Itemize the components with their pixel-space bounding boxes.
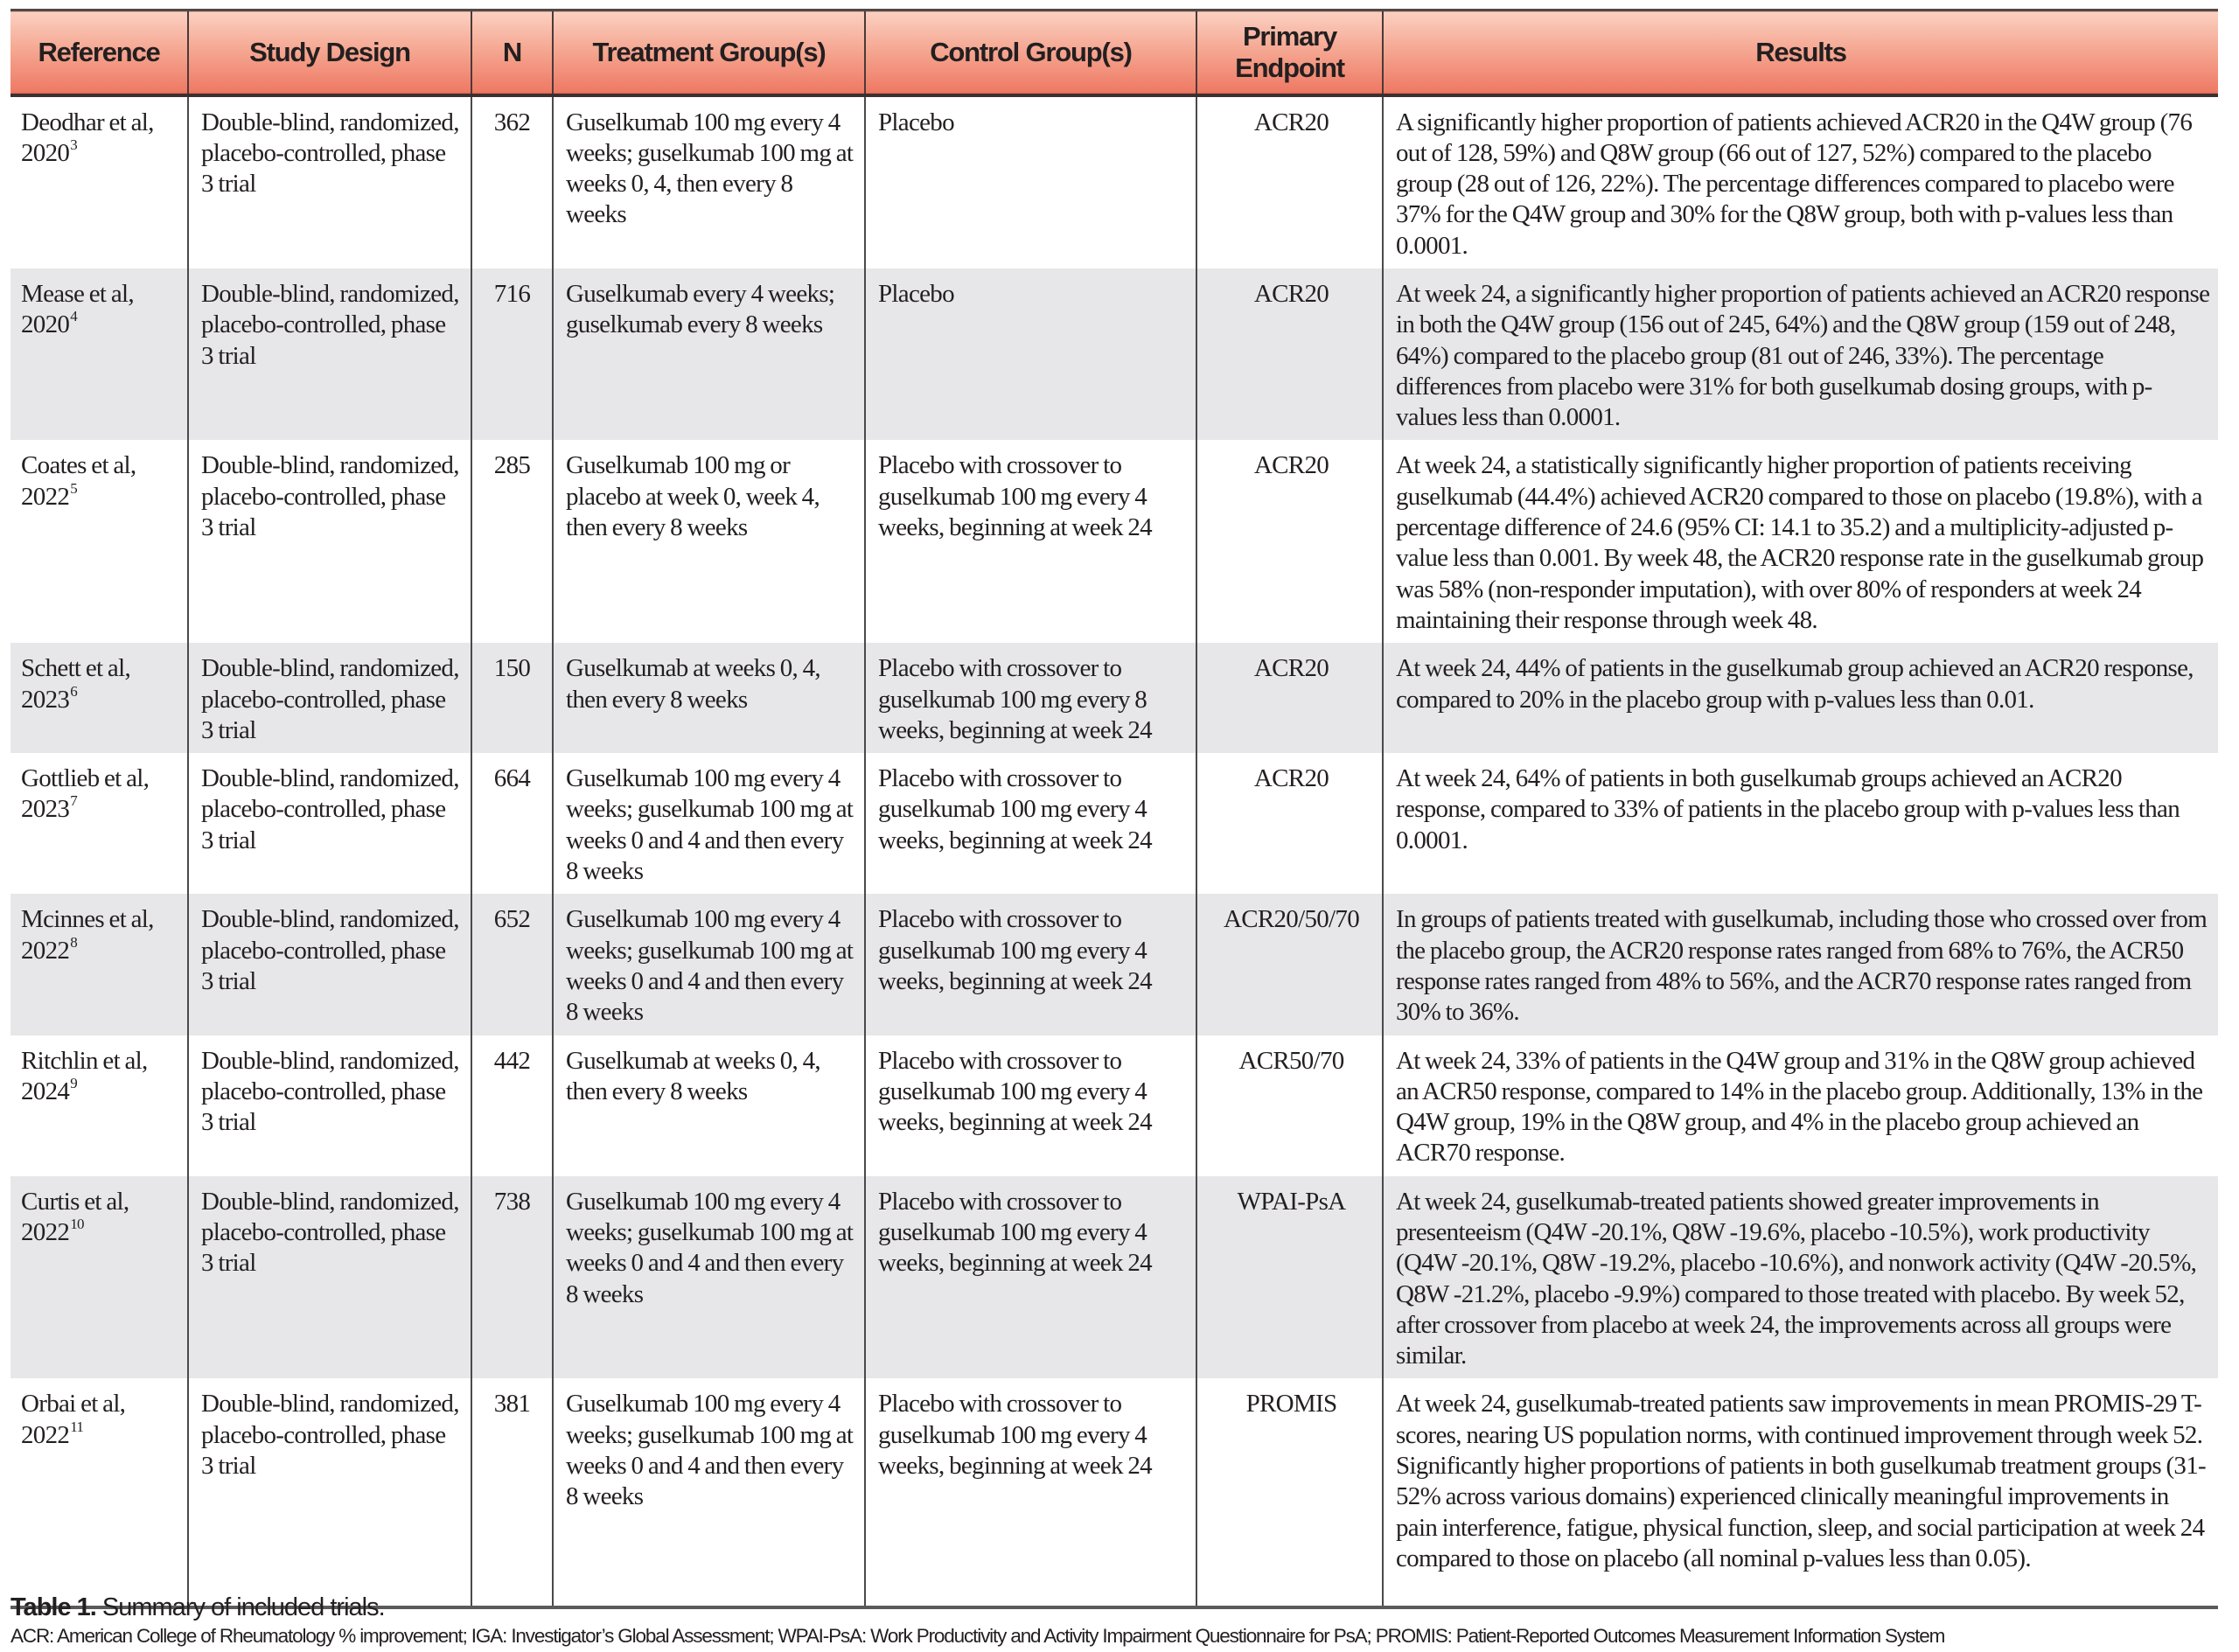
cell-primary-endpoint: ACR20 (1196, 268, 1383, 440)
cell-treatment: Guselkumab 100 mg every 4 weeks; guselkumab 100 mg at weeks 0 and 4 and then every 8 weeks (553, 753, 865, 894)
reference-text: Mease et al, 2020 (21, 279, 134, 339)
table-row (10, 1378, 2218, 1607)
cell-reference (10, 1378, 188, 1607)
header-reference: Reference (10, 10, 188, 95)
reference-text: Schett et al, 2023 (21, 654, 130, 714)
cell-results: At week 24, a statistically significantly higher proportion of patients receiving guselkumab (44.4%) achieved ACR20 compared to those on placebo (19.8%), with a percentage difference of 24.6 (95% CI: 14.1 to 35.2) and a multiplicity-adjusted p-value less than 0.001. By week 48, the ACR20 response rate in the guselkumab group was 58% (non-responder imputation), with over 80% of responders at week 24 maintaining their response through week 48. (1383, 440, 2218, 643)
cell-n: 716 (471, 268, 553, 440)
reference-text: Coates et al, 2022 (21, 451, 136, 511)
cell-treatment: Guselkumab 100 mg every 4 weeks; guselkumab 100 mg at weeks 0 and 4 and then every 8 weeks (553, 1176, 865, 1379)
cell-control: Placebo with crossover to guselkumab 100 mg every 8 weeks, beginning at week 24 (865, 643, 1196, 753)
reference-number: 11 (70, 1418, 84, 1435)
cell-treatment: Guselkumab 100 mg or placebo at week 0, week 4, then every 8 weeks (553, 440, 865, 643)
cell-treatment: Guselkumab at weeks 0, 4, then every 8 weeks (553, 643, 865, 753)
cell-control: Placebo with crossover to guselkumab 100 mg every 4 weeks, beginning at week 24 (865, 753, 1196, 894)
cell-study-design: Double-blind, randomized, placebo-controlled, phase 3 trial (188, 440, 471, 643)
table-row (10, 894, 2218, 1035)
cell-treatment: Guselkumab 100 mg every 4 weeks; guselkumab 100 mg at weeks 0 and 4 and then every 8 weeks (553, 894, 865, 1035)
cell-n: 285 (471, 440, 553, 643)
cell-treatment: Guselkumab 100 mg every 4 weeks; guselkumab 100 mg at weeks 0 and 4 and then every 8 weeks (553, 1378, 865, 1607)
reference-number: 8 (70, 933, 78, 951)
table-caption (10, 1593, 385, 1622)
header-results: Results (1383, 10, 2218, 95)
reference-text: Ritchlin et al, 2024 (21, 1046, 148, 1105)
cell-study-design: Double-blind, randomized, placebo-controlled, phase 3 trial (188, 753, 471, 894)
cell-control: Placebo with crossover to guselkumab 100 mg every 4 weeks, beginning at week 24 (865, 1378, 1196, 1607)
cell-study-design: Double-blind, randomized, placebo-controlled, phase 3 trial (188, 1378, 471, 1607)
cell-n: 150 (471, 643, 553, 753)
reference-text: Deodhar et al, 2020 (21, 108, 154, 167)
cell-study-design: Double-blind, randomized, placebo-controlled, phase 3 trial (188, 894, 471, 1035)
table-row (10, 643, 2218, 753)
table-row (10, 268, 2218, 440)
table-body (10, 95, 2218, 1608)
cell-primary-endpoint: PROMIS (1196, 1378, 1383, 1607)
table-header (10, 10, 2218, 95)
table-row (10, 95, 2218, 268)
reference-text: Gottlieb et al, 2023 (21, 764, 150, 824)
cell-results: At week 24, guselkumab-treated patients showed greater improvements in presenteeism (Q4W -20.1%, Q8W -19.6%, placebo -10.5%), work productivity (Q4W -20.1%, Q8W -19.2%, placebo -10.6%), and nonwork activity (Q4W -20.5%, Q8W -21.2%, placebo -9.9%) compared to those treated with placebo. By week 52, after crossover from placebo at week 24, the improvements across all groups were similar. (1383, 1176, 2218, 1379)
cell-n: 442 (471, 1035, 553, 1176)
reference-number: 10 (70, 1216, 84, 1232)
cell-control: Placebo (865, 95, 1196, 268)
cell-reference (10, 894, 188, 1035)
cell-primary-endpoint: ACR20/50/70 (1196, 894, 1383, 1035)
reference-number: 3 (70, 136, 78, 153)
summary-table (10, 9, 2218, 1609)
cell-treatment: Guselkumab 100 mg every 4 weeks; guselkumab 100 mg at weeks 0, 4, then every 8 weeks (553, 95, 865, 268)
cell-study-design: Double-blind, randomized, placebo-controlled, phase 3 trial (188, 268, 471, 440)
cell-primary-endpoint: ACR50/70 (1196, 1035, 1383, 1176)
cell-n: 664 (471, 753, 553, 894)
header-primary-endpoint: Primary Endpoint (1196, 10, 1383, 95)
cell-study-design: Double-blind, randomized, placebo-controlled, phase 3 trial (188, 643, 471, 753)
cell-primary-endpoint: ACR20 (1196, 643, 1383, 753)
cell-results: At week 24, 44% of patients in the guselkumab group achieved an ACR20 response, compared to 20% in the placebo group with p-values less than 0.01. (1383, 643, 2218, 753)
cell-primary-endpoint: ACR20 (1196, 440, 1383, 643)
cell-treatment: Guselkumab at weeks 0, 4, then every 8 weeks (553, 1035, 865, 1176)
cell-n: 381 (471, 1378, 553, 1607)
caption-label: Table 1. (10, 1593, 96, 1621)
table-row (10, 440, 2218, 643)
cell-results: At week 24, 64% of patients in both guselkumab groups achieved an ACR20 response, compared to 33% of patients in the placebo group with p-values less than 0.0001. (1383, 753, 2218, 894)
cell-control: Placebo with crossover to guselkumab 100 mg every 4 weeks, beginning at week 24 (865, 440, 1196, 643)
cell-primary-endpoint: ACR20 (1196, 753, 1383, 894)
reference-text: Orbai et al, 2022 (21, 1390, 126, 1449)
cell-primary-endpoint: WPAI-PsA (1196, 1176, 1383, 1379)
cell-n: 652 (471, 894, 553, 1035)
header-n: N (471, 10, 553, 95)
header-study-design: Study Design (188, 10, 471, 95)
cell-treatment: Guselkumab every 4 weeks; guselkumab every 8 weeks (553, 268, 865, 440)
cell-control: Placebo with crossover to guselkumab 100 mg every 4 weeks, beginning at week 24 (865, 1176, 1196, 1379)
header-row (10, 10, 2218, 95)
table-row (10, 1176, 2218, 1379)
cell-reference (10, 1035, 188, 1176)
cell-n: 738 (471, 1176, 553, 1379)
reference-number: 9 (70, 1074, 78, 1091)
cell-results: At week 24, guselkumab-treated patients saw improvements in mean PROMIS-29 T-scores, nearing US population norms, with continued improvement through week 52. Significantly higher proportions of patients in both guselkumab treatment groups (31-52% across various domains) experienced clinically meaningful improvements in pain interference, fatigue, physical function, sleep, and social participation at week 24 compared to those on placebo (all nominal p-values less than 0.05). (1383, 1378, 2218, 1607)
cell-results: At week 24, a significantly higher proportion of patients achieved an ACR20 response in both the Q4W group (156 out of 245, 64%) and the Q8W group (159 out of 248, 64%) compared to the placebo group (81 out of 246, 33%). The percentage differences from placebo were 31% for both guselkumab dosing groups, with p-values less than 0.0001. (1383, 268, 2218, 440)
cell-reference (10, 95, 188, 268)
table-row (10, 753, 2218, 894)
cell-reference (10, 643, 188, 753)
cell-reference (10, 268, 188, 440)
table-row (10, 1035, 2218, 1176)
cell-results: A significantly higher proportion of patients achieved ACR20 in the Q4W group (76 out of 128, 59%) and Q8W group (66 out of 127, 52%) compared to the placebo group (28 out of 126, 22%). The percentage differences compared to placebo were 37% for the Q4W group and 30% for the Q8W group, both with p-values less than 0.0001. (1383, 95, 2218, 268)
cell-study-design: Double-blind, randomized, placebo-controlled, phase 3 trial (188, 1176, 471, 1379)
cell-control: Placebo with crossover to guselkumab 100 mg every 4 weeks, beginning at week 24 (865, 1035, 1196, 1176)
table-footnote: ACR: American College of Rheumatology % improvement; IGA: Investigator’s Global Assessment; WPAI-PsA: Work Productivity and Activity Impairment Questionnaire for PsA; PROMIS: Patient-Reported Outcomes Measurement Information System (10, 1625, 1945, 1647)
cell-primary-endpoint: ACR20 (1196, 95, 1383, 268)
reference-number: 6 (70, 682, 78, 700)
reference-number: 4 (70, 308, 78, 325)
cell-study-design: Double-blind, randomized, placebo-controlled, phase 3 trial (188, 95, 471, 268)
cell-study-design: Double-blind, randomized, placebo-controlled, phase 3 trial (188, 1035, 471, 1176)
cell-control: Placebo (865, 268, 1196, 440)
cell-results: At week 24, 33% of patients in the Q4W group and 31% in the Q8W group achieved an ACR50 response, compared to 14% in the placebo group. Additionally, 13% in the Q4W group, 19% in the Q8W group, and 4% in the placebo group achieved an ACR70 response. (1383, 1035, 2218, 1176)
reference-number: 5 (70, 479, 78, 497)
header-control-groups: Control Group(s) (865, 10, 1196, 95)
reference-text: Curtis et al, 2022 (21, 1187, 129, 1246)
cell-n: 362 (471, 95, 553, 268)
cell-reference (10, 753, 188, 894)
header-treatment-groups: Treatment Group(s) (553, 10, 865, 95)
reference-text: Mcinnes et al, 2022 (21, 905, 154, 965)
cell-reference (10, 440, 188, 643)
reference-number: 7 (70, 792, 78, 810)
caption-text: Summary of included trials. (95, 1593, 385, 1621)
cell-reference (10, 1176, 188, 1379)
cell-control: Placebo with crossover to guselkumab 100 mg every 4 weeks, beginning at week 24 (865, 894, 1196, 1035)
cell-results: In groups of patients treated with guselkumab, including those who crossed over from the placebo group, the ACR20 response rates ranged from 68% to 76%, the ACR50 response rates ranged from 48% to 56%, and the ACR70 response rates ranged from 30% to 36%. (1383, 894, 2218, 1035)
